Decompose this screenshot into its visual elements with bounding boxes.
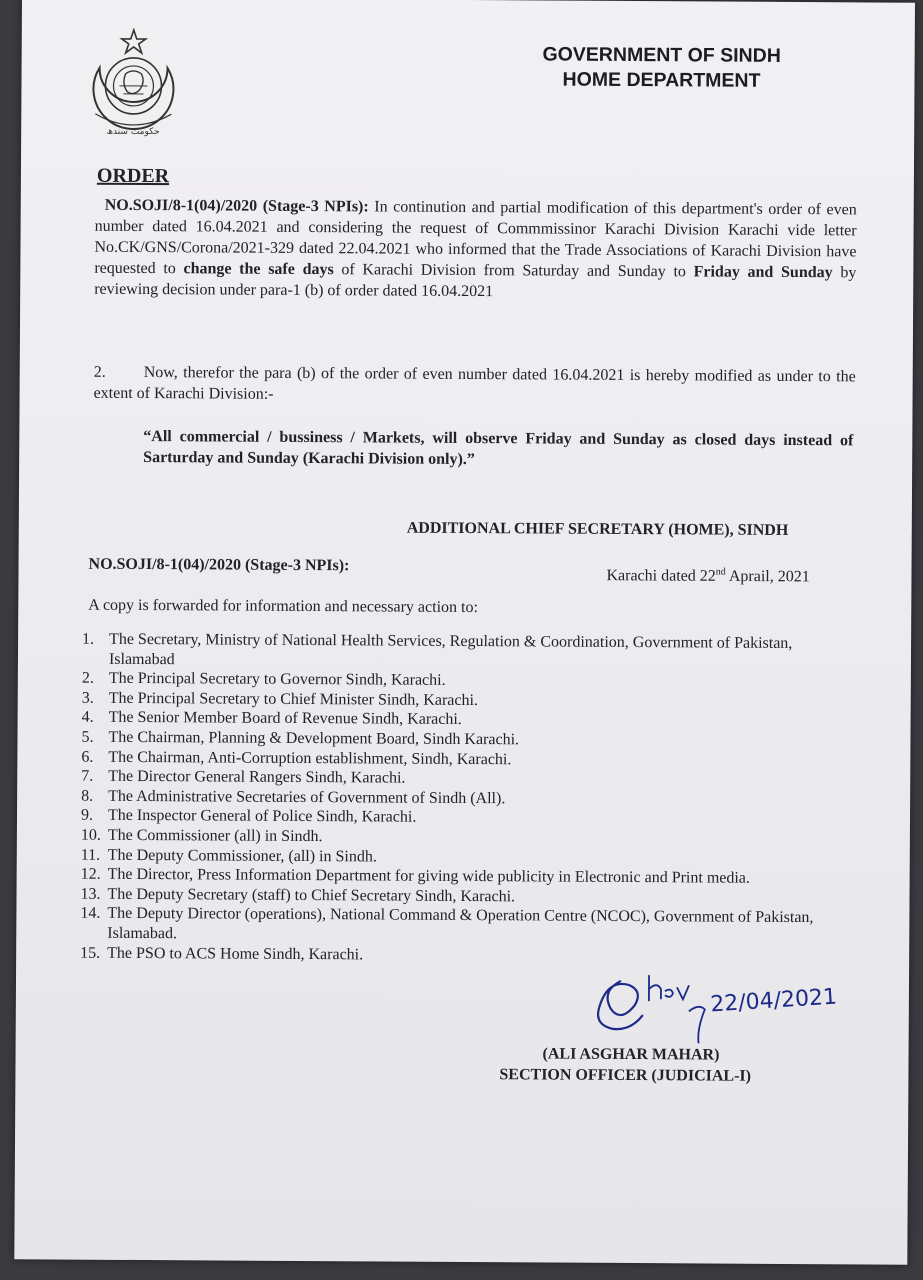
list-item: 13. The Deputy Secretary (staff) to Chief Secretary Sindh, Karachi. [80,885,516,906]
order-paragraph-1: NO.SOJI/8-1(04)/2020 (Stage-3 NPIs): In continution and partial modification of this department's order of even number dated 16.04.2021 and considering the request of Commmissinor Karachi Division Karachi vide letter No.CK/GNS/Corona/2021-329 dated 22.04.2021 who informed that the Trade Associations of Karachi Division have requested to change the safe days of Karachi Division from Saturday and Sunday to Friday and Sunday by reviewing decision under para-1 (b) of order dated 16.04.2021 [94,196,857,301]
svg-text:22/04/2021: 22/04/2021 [709,984,838,1018]
forwarding-intro: A copy is forwarded for information and necessary action to: [88,596,478,617]
svg-text:حکومت سندھ: حکومت سندھ [106,126,160,138]
paragraph-2-number: 2. [93,363,106,381]
list-item: 11. The Deputy Commissioner, (all) in Sindh. [80,846,377,865]
order-title: ORDER [96,164,170,188]
issuing-authority: ADDITIONAL CHIEF SECRETARY (HOME), SINDH [406,519,789,539]
emphasis-safe-days: change the safe days [183,260,334,279]
sindh-government-seal-icon [83,28,184,141]
list-item: 4. The Senior Member Board of Revenue Sindh, Karachi. [81,709,462,729]
list-item: 8. The Administrative Secretaries of Government of Sindh (All). [81,787,506,807]
signatory-designation: SECTION OFFICER (JUDICIAL-I) [499,1066,752,1085]
list-item: 7. The Director General Rangers Sindh, Karachi. [81,767,406,787]
header-government-line: GOVERNMENT OF SINDH [542,43,781,67]
list-item: 10. The Commissioner (all) in Sindh. [80,826,323,846]
list-item: 2. The Principal Secretary to Governor Sindh, Karachi. [81,669,446,690]
list-item: 9. The Inspector General of Police Sindh, Karachi. [80,806,417,827]
forwarding-date: Karachi dated 22nd Aprail, 2021 [606,566,810,586]
document-page [14,0,915,1265]
list-item: 5. The Chairman, Planning & Development Board, Sindh Karachi. [81,728,520,749]
order-reference-number: NO.SOJI/8-1(04)/2020 (Stage-3 NPIs): [104,196,369,216]
list-item: 12. The Director, Press Information Department for giving wide publicity in Electronic and Print media. [80,865,750,887]
signatory-name: (ALI ASGHAR MAHAR) [542,1045,720,1064]
header-department-line: HOME DEPARTMENT [562,68,761,92]
list-item: 1. The Secretary, Ministry of National Health Services, Regulation & Coordination, Government of Pakistan, Islamabad [82,630,793,668]
list-item: 3. The Principal Secretary to Chief Minister Sindh, Karachi. [81,689,479,709]
list-item: 15. The PSO to ACS Home Sindh, Karachi. [80,944,364,963]
forwarding-reference-number: NO.SOJI/8-1(04)/2020 (Stage-3 NPIs): [88,555,350,575]
distribution-list [80,630,858,968]
emphasis-friday-sunday: Friday and Sunday [693,263,833,282]
order-paragraph-2: 2. Now, therefor the para (b) of the order of even number dated 16.04.2021 is hereby modified as under to the extent of Karachi Division:- [93,363,856,403]
list-item: 6. The Chairman, Anti-Corruption establishment, Sindh, Karachi. [81,748,512,768]
list-item: 14. The Deputy Director (operations), National Command & Operation Centre (NCOC), Government of Pakistan, Islamabad. [80,904,814,943]
handwritten-signature [581,961,882,1053]
modified-clause-quote: “All commercial / bussiness / Markets, will observe Friday and Sunday as closed days instead of Sarturday and Sunday (Karachi Division only).” [143,428,854,469]
